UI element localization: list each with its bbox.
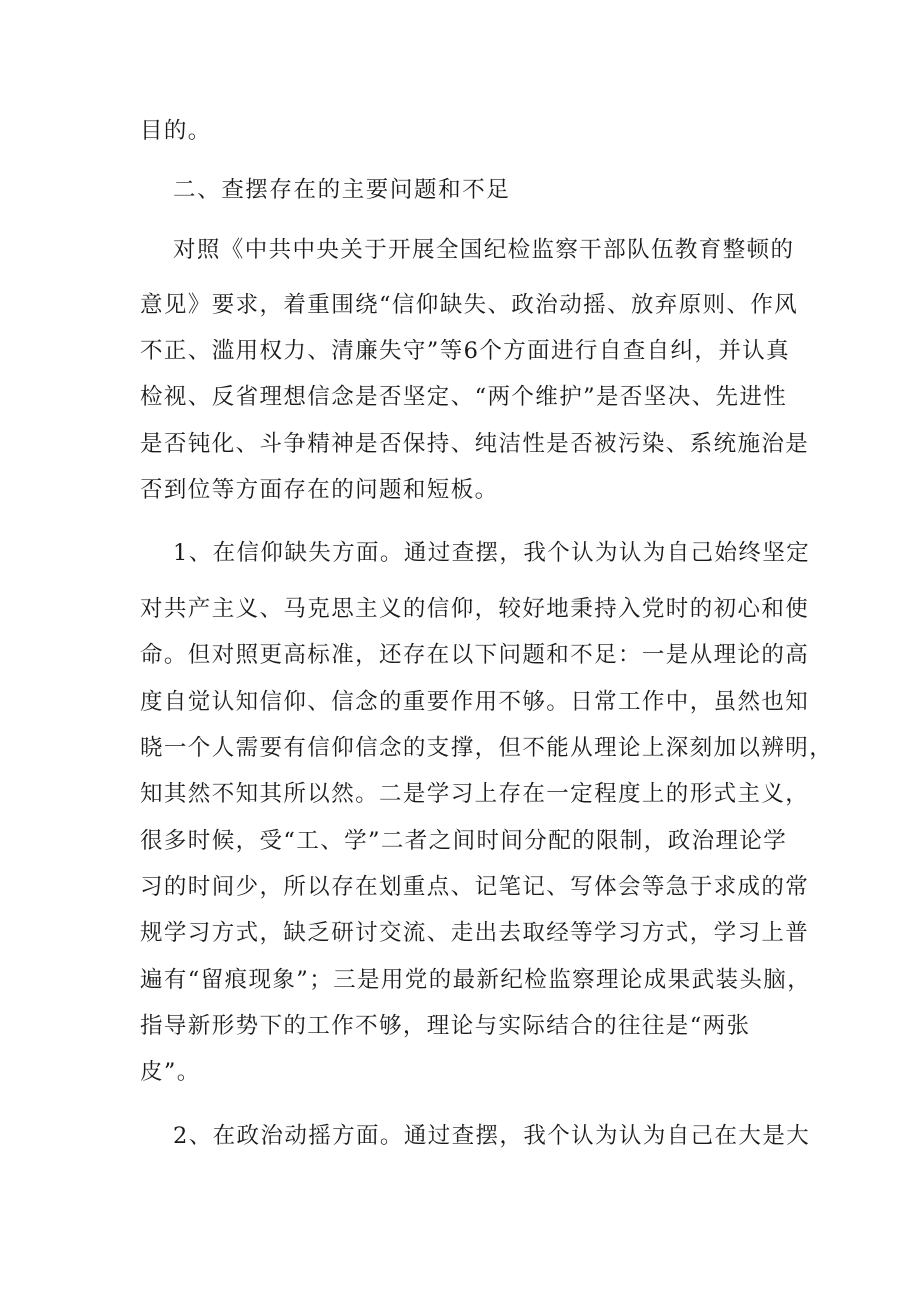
- text-line: 意见》要求，着重围绕“信仰缺失、政治动摇、放弃原则、作风: [140, 292, 799, 318]
- text-line: 皮”。: [140, 1059, 201, 1085]
- text-line: 习的时间少，所以存在划重点、记笔记、写体会等急于求成的常: [140, 874, 810, 900]
- text-line: 1、在信仰缺失方面。通过查摆，我个认为认为自己始终坚定: [173, 540, 811, 566]
- text-line: 对照《中共中央关于开展全国纪检监察干部队伍教育整顿的: [173, 237, 795, 263]
- text-line: 知其然不知其所以然。二是学习上存在一定程度上的形式主义，: [140, 781, 810, 807]
- text-line: 目的。: [140, 118, 212, 144]
- text-line: 对共产主义、马克思主义的信仰，较好地秉持入党时的初心和使: [140, 596, 810, 622]
- text-line: 指导新形势下的工作不够，理论与实际结合的往往是“两张: [140, 1013, 751, 1039]
- text-line: 遍有“留痕现象”；三是用党的最新纪检监察理论成果武装头脑，: [140, 967, 812, 993]
- text-line: 命。但对照更高标准，还存在以下问题和不足：一是从理论的高: [140, 642, 810, 668]
- text-line: 规学习方式，缺乏研讨交流、走出去取经等学习方式，学习上普: [140, 920, 810, 946]
- text-line: 是否钝化、斗争精神是否保持、纯洁性是否被污染、系统施治是: [140, 431, 810, 457]
- text-line: 2、在政治动摇方面。通过查摆，我个认为认为自己在大是大: [173, 1123, 811, 1149]
- text-line: 检视、反省理想信念是否坚定、“两个维护”是否坚决、先进性: [140, 384, 788, 410]
- text-line: 不正、滥用权力、清廉失守”等6个方面进行自查自纠，并认真: [140, 338, 791, 364]
- text-line: 度自觉认知信仰、信念的重要作用不够。日常工作中，虽然也知: [140, 689, 810, 715]
- section-heading: 二、查摆存在的主要问题和不足: [173, 177, 511, 203]
- text-line: 晓一个人需要有信仰信念的支撑，但不能从理论上深刻加以辨明，: [140, 735, 834, 761]
- text-line: 否到位等方面存在的问题和短板。: [140, 477, 499, 503]
- text-line: 很多时候，受“工、学”二者之间时间分配的限制，政治理论学: [140, 828, 788, 854]
